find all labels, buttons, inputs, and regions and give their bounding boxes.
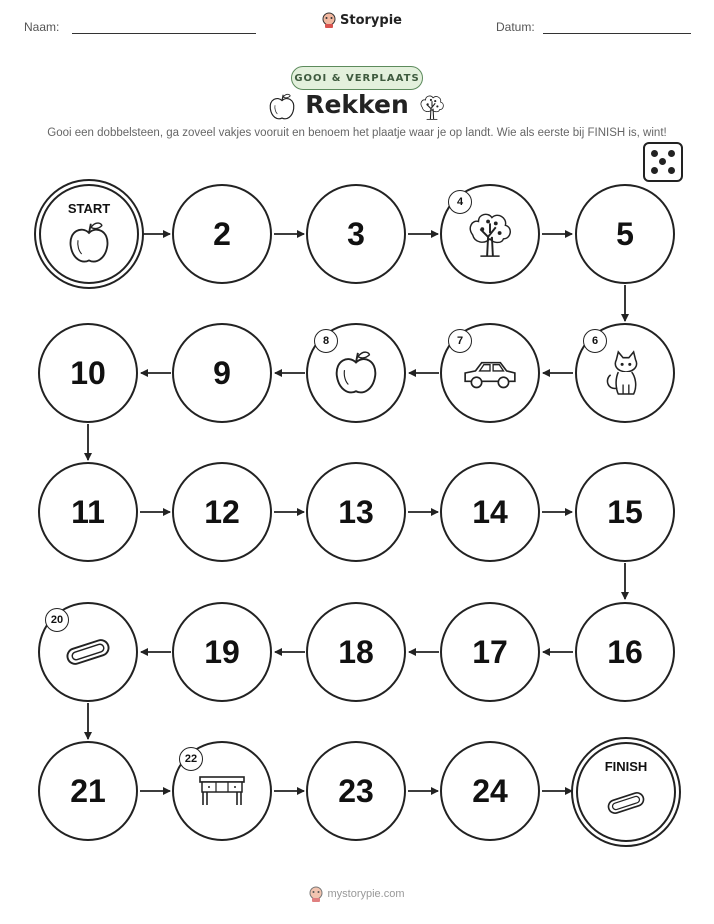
cell-number: 3 bbox=[347, 215, 365, 252]
storypie-mascot-icon bbox=[309, 886, 323, 902]
tree-icon bbox=[465, 209, 515, 259]
cell-14[interactable] bbox=[440, 462, 540, 562]
cell-number: 5 bbox=[616, 215, 634, 252]
rubber-band-icon bbox=[61, 632, 115, 672]
cell-6-number-badge: 6 bbox=[583, 329, 607, 353]
instructions: Gooi een dobbelsteen, ga zoveel vakjes vooruit en benoem het plaatje waar je op landt. Wie als eerste bij FINISH is, wint! bbox=[47, 127, 667, 139]
cell-13[interactable] bbox=[306, 462, 406, 562]
rubber-band-icon bbox=[603, 786, 649, 820]
cell-number: 24 bbox=[472, 772, 508, 809]
cell-7-number-badge: 7 bbox=[448, 329, 472, 353]
finish-label: FINISH bbox=[604, 759, 648, 774]
cell-15[interactable] bbox=[575, 462, 675, 562]
cell-11[interactable] bbox=[38, 462, 138, 562]
cell-21[interactable] bbox=[38, 741, 138, 841]
cell-number: 9 bbox=[213, 354, 231, 391]
cell-number: 13 bbox=[338, 493, 374, 530]
apple-icon bbox=[333, 349, 379, 397]
cell-number: 23 bbox=[338, 772, 374, 809]
brand-name: Storypie bbox=[340, 12, 402, 28]
cell-18[interactable] bbox=[306, 602, 406, 702]
cell-19[interactable] bbox=[172, 602, 272, 702]
cell-3[interactable] bbox=[306, 184, 406, 284]
date-label: Datum: bbox=[496, 20, 535, 34]
cell-number: 10 bbox=[70, 354, 106, 391]
cat-icon bbox=[603, 346, 647, 400]
footer-url[interactable]: mystorypie.com bbox=[327, 888, 405, 900]
cell-number: 21 bbox=[70, 772, 106, 809]
footer bbox=[0, 886, 714, 902]
cell-10[interactable] bbox=[38, 323, 138, 423]
cell-20-number-badge: 20 bbox=[45, 608, 69, 632]
cell-8-number-badge: 8 bbox=[314, 329, 338, 353]
cell-number: 12 bbox=[204, 493, 240, 530]
cell-4-number-badge: 4 bbox=[448, 190, 472, 214]
cell-number: 19 bbox=[204, 633, 240, 670]
car-icon bbox=[461, 353, 519, 393]
name-label: Naam: bbox=[24, 20, 60, 34]
cell-16[interactable] bbox=[575, 602, 675, 702]
cell-2[interactable] bbox=[172, 184, 272, 284]
cell-12[interactable] bbox=[172, 462, 272, 562]
start-label: START bbox=[67, 201, 111, 216]
cell-24[interactable] bbox=[440, 741, 540, 841]
activity-badge: GOOI & VERPLAATS bbox=[291, 66, 423, 90]
desk-icon bbox=[196, 771, 248, 811]
cell-9[interactable] bbox=[172, 323, 272, 423]
cell-number: 16 bbox=[607, 633, 643, 670]
page-title: Rekken bbox=[305, 90, 409, 119]
cell-number: 17 bbox=[472, 633, 508, 670]
cell-number: 2 bbox=[213, 215, 231, 252]
cell-23[interactable] bbox=[306, 741, 406, 841]
cell-22-number-badge: 22 bbox=[179, 747, 203, 771]
cell-start[interactable] bbox=[39, 184, 139, 284]
cell-number: 18 bbox=[338, 633, 374, 670]
apple-icon bbox=[67, 220, 111, 266]
cell-number: 11 bbox=[71, 493, 105, 530]
cell-17[interactable] bbox=[440, 602, 540, 702]
cell-5[interactable] bbox=[575, 184, 675, 284]
cell-number: 15 bbox=[607, 493, 643, 530]
cell-finish[interactable] bbox=[576, 742, 676, 842]
cell-number: 14 bbox=[472, 493, 508, 530]
